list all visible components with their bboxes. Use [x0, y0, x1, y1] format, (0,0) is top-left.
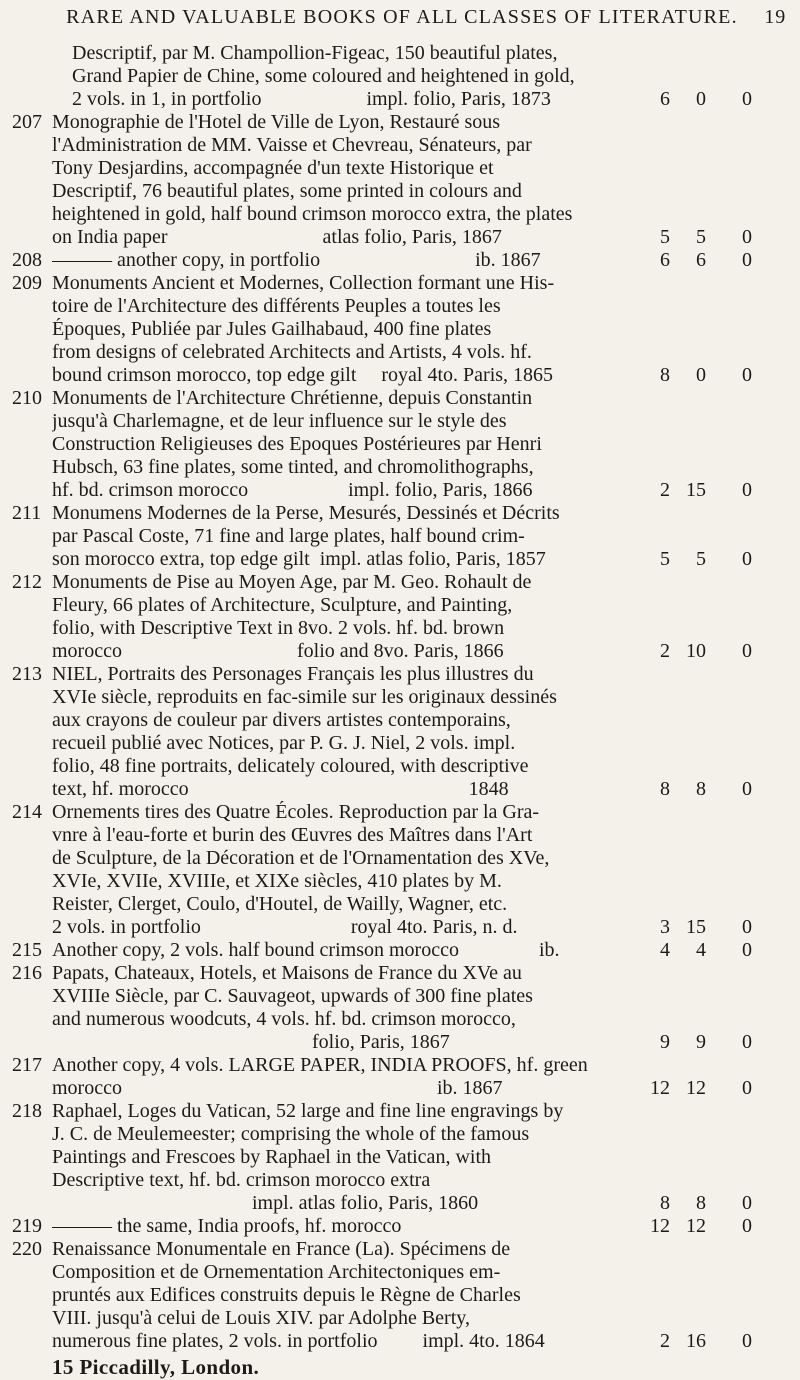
price-shillings: 12	[686, 1077, 706, 1099]
lot-number: 212	[12, 571, 42, 593]
price-pounds: 4	[660, 939, 670, 961]
entry-price	[640, 1100, 760, 1215]
description-line: son morocco extra, top edge gilt impl. atlas folio, Paris, 1857	[52, 548, 546, 570]
price-shillings: 5	[696, 226, 706, 248]
description-line: heightened in gold, half bound crimson morocco extra, the plates	[52, 203, 573, 225]
price-pounds: 5	[660, 548, 670, 570]
lot-number: 213	[12, 663, 42, 685]
catalog-entry	[12, 387, 786, 502]
description-line: NIEL, Portraits des Personages Français les plus illustres du	[52, 663, 534, 685]
lot-number: 215	[12, 939, 42, 961]
catalog-entry	[12, 1100, 786, 1215]
price-pence: 0	[742, 88, 752, 110]
price-pounds: 8	[660, 364, 670, 386]
description-line: XVIe siècle, reproduits en fac-simile sur les originaux dessinés	[52, 686, 557, 708]
price-pounds: 6	[660, 88, 670, 110]
entry-description	[52, 272, 640, 387]
price-shillings: 9	[696, 1031, 706, 1053]
price-shillings: 12	[686, 1215, 706, 1237]
entry-description	[52, 962, 640, 1054]
description-line: 2 vols. in 1, in portfolio impl. folio, Paris, 1873	[72, 88, 551, 110]
entry-price	[640, 1238, 760, 1353]
catalog-entry	[12, 1054, 786, 1100]
description-line: Monuments Ancient et Modernes, Collection formant une His-	[52, 272, 555, 294]
lot-number: 216	[12, 962, 42, 984]
description-line: Another copy, 4 vols. LARGE PAPER, INDIA PROOFS, hf. green	[52, 1054, 588, 1076]
price-pence: 0	[742, 640, 752, 662]
catalog-entry	[12, 1215, 786, 1238]
entry-description	[52, 42, 640, 111]
price-shillings: 8	[696, 1192, 706, 1214]
price-pounds: 9	[660, 1031, 670, 1053]
entry-description	[52, 1100, 640, 1215]
entry-description	[52, 801, 640, 939]
price-shillings: 16	[686, 1330, 706, 1352]
lot-number: 220	[12, 1238, 42, 1260]
lot-number: 211	[12, 502, 42, 524]
catalog-entry	[12, 272, 786, 387]
price-pounds: 8	[660, 1192, 670, 1214]
lot-number: 208	[12, 249, 42, 271]
description-line: Fleury, 66 plates of Architecture, Sculpture, and Painting,	[52, 594, 513, 616]
description-line: XVIe, XVIIe, XVIIIe, et XIXe siècles, 410 plates by M.	[52, 870, 502, 892]
description-line: de Sculpture, de la Décoration et de l'Ornamentation des XVe,	[52, 847, 550, 869]
entry-description	[52, 502, 640, 571]
entry-price	[640, 272, 760, 387]
description-line: Descriptive text, hf. bd. crimson morocco extra	[52, 1169, 431, 1191]
catalog-entry	[12, 111, 786, 249]
entry-price	[640, 663, 760, 801]
description-line: Monuments de l'Architecture Chrétienne, depuis Constantin	[52, 387, 533, 409]
description-line: impl. atlas folio, Paris, 1860	[52, 1192, 479, 1214]
running-head	[12, 6, 786, 36]
description-line: ——— another copy, in portfolio ib. 1867	[52, 249, 541, 271]
description-line: on India paper atlas folio, Paris, 1867	[52, 226, 502, 248]
price-shillings: 0	[696, 364, 706, 386]
entry-description	[52, 249, 640, 272]
description-line: Monuments de Pise au Moyen Age, par M. Geo. Rohault de	[52, 571, 532, 593]
description-line: Another copy, 2 vols. half bound crimson morocco ib.	[52, 939, 560, 961]
catalog-entry	[12, 1238, 786, 1353]
entry-price	[640, 962, 760, 1054]
price-shillings: 5	[696, 548, 706, 570]
description-line: Époques, Publiée par Jules Gailhabaud, 400 fine plates	[52, 318, 492, 340]
price-pounds: 2	[660, 479, 670, 501]
entry-price	[640, 249, 760, 272]
description-line: and numerous woodcuts, 4 vols. hf. bd. crimson morocco,	[52, 1008, 516, 1030]
catalog-entry	[12, 939, 786, 962]
description-line: Raphael, Loges du Vatican, 52 large and fine line engravings by	[52, 1100, 564, 1122]
description-line: Tony Desjardins, accompagnée d'un texte Historique et	[52, 157, 494, 179]
entry-price	[640, 571, 760, 663]
description-line: toire de l'Architecture des différents Peuples a toutes les	[52, 295, 501, 317]
description-line: ——— the same, India proofs, hf. morocco	[52, 1215, 402, 1237]
description-line: Construction Religieuses des Epoques Postérieures par Henri	[52, 433, 542, 455]
description-line: folio, 48 fine portraits, delicately coloured, with descriptive	[52, 755, 529, 777]
entry-description	[52, 387, 640, 502]
description-line: Paintings and Frescoes by Raphael in the Vatican, with	[52, 1146, 491, 1168]
price-shillings: 15	[686, 479, 706, 501]
description-line: morocco folio and 8vo. Paris, 1866	[52, 640, 504, 662]
description-line: vnre à l'eau-forte et burin des Œuvres des Maîtres dans l'Art	[52, 824, 533, 846]
entry-description	[52, 111, 640, 249]
price-pounds: 3	[660, 916, 670, 938]
lot-number: 207	[12, 111, 42, 133]
price-shillings: 0	[696, 88, 706, 110]
entry-description	[52, 1054, 640, 1100]
entry-price	[640, 502, 760, 571]
price-pence: 0	[742, 778, 752, 800]
lot-number: 210	[12, 387, 42, 409]
description-line: Composition et de Ornementation Architectoniques em-	[52, 1261, 501, 1283]
price-pence: 0	[742, 939, 752, 961]
description-line: Renaissance Monumentale en France (La). Spécimens de	[52, 1238, 511, 1260]
price-pence: 0	[742, 1077, 752, 1099]
catalog-entry	[12, 42, 786, 111]
price-pence: 0	[742, 1215, 752, 1237]
catalog-entry	[12, 571, 786, 663]
description-line: from designs of celebrated Architects and Artists, 4 vols. hf.	[52, 341, 532, 363]
price-pounds: 2	[660, 640, 670, 662]
description-line: folio, with Descriptive Text in 8vo. 2 vols. hf. bd. brown	[52, 617, 505, 639]
description-line: numerous fine plates, 2 vols. in portfolio impl. 4to. 1864	[52, 1330, 545, 1352]
entry-price	[640, 939, 760, 962]
price-shillings: 15	[686, 916, 706, 938]
catalog-entry	[12, 249, 786, 272]
entry-price	[640, 801, 760, 939]
entry-description	[52, 939, 640, 962]
description-line: morocco ib. 1867	[52, 1077, 503, 1099]
entry-price	[640, 1215, 760, 1238]
price-pence: 0	[742, 1192, 752, 1214]
running-head-title: RARE AND VALUABLE BOOKS OF ALL CLASSES OF LITERATURE.	[66, 6, 738, 28]
price-shillings: 6	[696, 249, 706, 271]
catalog-entry	[12, 502, 786, 571]
price-pounds: 8	[660, 778, 670, 800]
footer-address: 15 Piccadilly, London.	[52, 1355, 260, 1379]
price-pounds: 2	[660, 1330, 670, 1352]
description-line: aux crayons de couleur par divers artistes contemporains,	[52, 709, 511, 731]
description-line: text, hf. morocco 1848	[52, 778, 509, 800]
description-line: jusqu'à Charlemagne, et de leur influence sur le style des	[52, 410, 507, 432]
entry-description	[52, 1215, 640, 1238]
price-shillings: 8	[696, 778, 706, 800]
entry-description	[52, 1238, 640, 1353]
description-line: Descriptif, par M. Champollion-Figeac, 150 beautiful plates,	[72, 42, 558, 64]
lot-number: 218	[12, 1100, 42, 1122]
description-line: bound crimson morocco, top edge gilt royal 4to. Paris, 1865	[52, 364, 554, 386]
price-pence: 0	[742, 226, 752, 248]
price-pence: 0	[742, 364, 752, 386]
description-line: Ornements tires des Quatre Écoles. Reproduction par la Gra-	[52, 801, 540, 823]
price-pounds: 12	[650, 1077, 670, 1099]
catalog-entries	[12, 42, 786, 1353]
price-pence: 0	[742, 1031, 752, 1053]
price-pence: 0	[742, 249, 752, 271]
description-line: Reister, Clerget, Coulo, d'Houtel, de Wailly, Wagner, etc.	[52, 893, 508, 915]
lot-number: 209	[12, 272, 42, 294]
description-line: Descriptif, 76 beautiful plates, some printed in colours and	[52, 180, 522, 202]
page-number: 19	[764, 6, 786, 28]
description-line: recueil publié avec Notices, par P. G. J. Niel, 2 vols. impl.	[52, 732, 516, 754]
description-line: folio, Paris, 1867	[52, 1031, 450, 1053]
entry-description	[52, 663, 640, 801]
entry-price	[640, 1054, 760, 1100]
catalog-entry	[12, 801, 786, 939]
price-pounds: 12	[650, 1215, 670, 1237]
description-line: Monographie de l'Hotel de Ville de Lyon, Restauré sous	[52, 111, 501, 133]
catalog-entry	[12, 663, 786, 801]
price-pence: 0	[742, 1330, 752, 1352]
price-shillings: 10	[686, 640, 706, 662]
description-line: XVIIIe Siècle, par C. Sauvageot, upwards of 300 fine plates	[52, 985, 533, 1007]
description-line: pruntés aux Edifices construits depuis le Règne de Charles	[52, 1284, 521, 1306]
price-pence: 0	[742, 479, 752, 501]
description-line: Hubsch, 63 fine plates, some tinted, and chromolithographs,	[52, 456, 534, 478]
price-pounds: 5	[660, 226, 670, 248]
price-pence: 0	[742, 916, 752, 938]
catalog-entry	[12, 962, 786, 1054]
description-line: 2 vols. in portfolio royal 4to. Paris, n. d.	[52, 916, 518, 938]
description-line: Grand Papier de Chine, some coloured and heightened in gold,	[72, 65, 575, 87]
description-line: Monumens Modernes de la Perse, Mesurés, Dessinés et Décrits	[52, 502, 560, 524]
lot-number: 217	[12, 1054, 42, 1076]
description-line: hf. bd. crimson morocco impl. folio, Paris, 1866	[52, 479, 533, 501]
lot-number: 214	[12, 801, 42, 823]
description-line: l'Administration de MM. Vaisse et Chevreau, Sénateurs, par	[52, 134, 532, 156]
lot-number: 219	[12, 1215, 42, 1237]
entry-price	[640, 387, 760, 502]
entry-description	[52, 571, 640, 663]
description-line: VIII. jusqu'à celui de Louis XIV. par Adolphe Berty,	[52, 1307, 470, 1329]
entry-price	[640, 111, 760, 249]
description-line: J. C. de Meulemeester; comprising the whole of the famous	[52, 1123, 530, 1145]
price-pounds: 6	[660, 249, 670, 271]
description-line: Papats, Chateaux, Hotels, et Maisons de France du XVe au	[52, 962, 522, 984]
entry-price	[640, 42, 760, 111]
description-line: par Pascal Coste, 71 fine and large plates, half bound crim-	[52, 525, 525, 547]
price-shillings: 4	[696, 939, 706, 961]
price-pence: 0	[742, 548, 752, 570]
